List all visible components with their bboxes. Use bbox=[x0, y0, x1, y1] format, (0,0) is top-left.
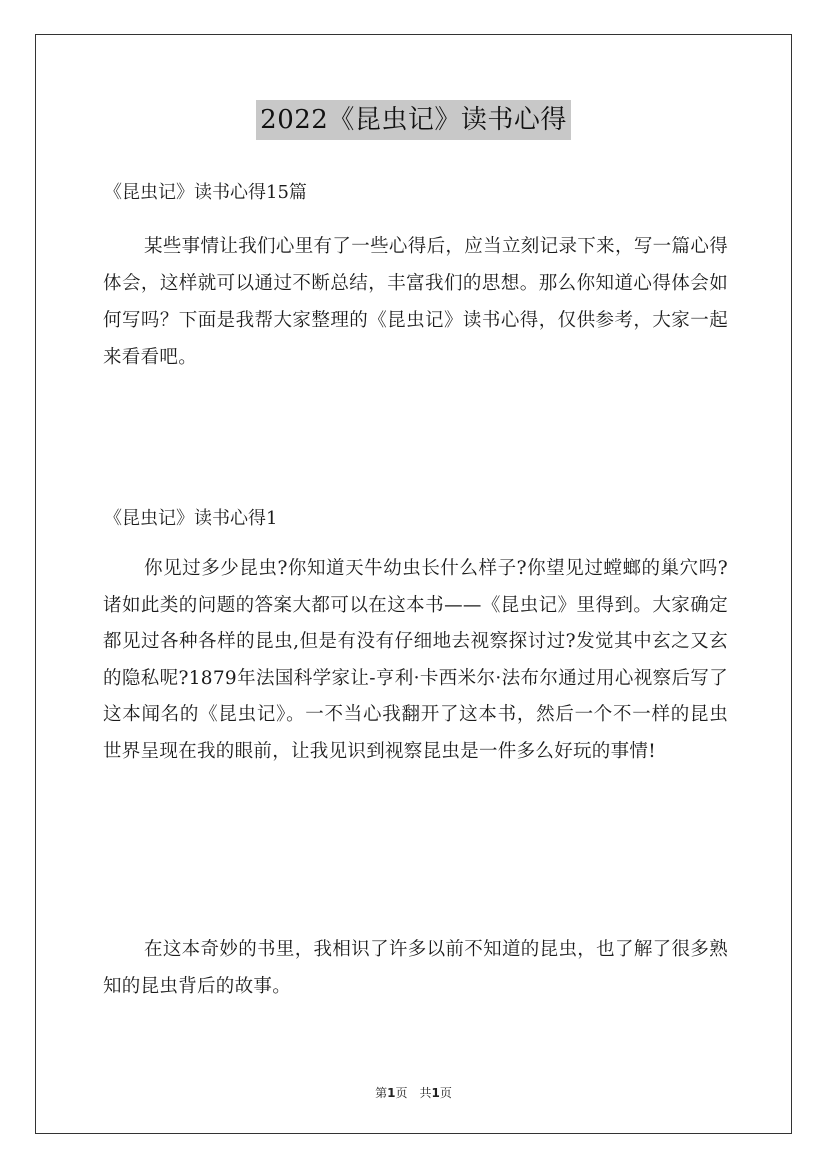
section-heading: 《昆虫记》读书心得1 bbox=[104, 508, 278, 529]
footer-total-pages: 1 bbox=[431, 1086, 440, 1100]
body-paragraph-1: 你见过多少昆虫?你知道天牛幼虫长什么样子?你望见过螳螂的巢穴吗?诸如此类的问题的答案大都可以在这本书——《昆虫记》里得到。大家确定都见过各种各样的昆虫,但是有没有仔细地去视察探讨过?发觉其中玄之又玄的隐私呢?1879年法国科学家让-亨利·卡西米尔·法布尔通过用心视察后写了这本闻名的《昆虫记》。一不当心我翻开了这本书，然后一个不一样的昆虫世界呈现在我的眼前，让我见识到视察昆虫是一件多么好玩的事情! bbox=[103, 558, 728, 762]
document-title: 2022《昆虫记》读书心得 bbox=[256, 100, 571, 140]
document-subtitle: 《昆虫记》读书心得15篇 bbox=[104, 182, 307, 203]
footer-page-prefix: 第 bbox=[375, 1086, 388, 1100]
footer-page-suffix: 页 bbox=[395, 1086, 408, 1100]
body-paragraph-2: 在这本奇妙的书里，我相识了许多以前不知道的昆虫，也了解了很多熟知的昆虫背后的故事。 bbox=[103, 939, 728, 997]
intro-paragraph: 某些事情让我们心里有了一些心得后，应当立刻记录下来，写一篇心得体会，这样就可以通过不断总结，丰富我们的思想。那么你知道心得体会如何写吗？下面是我帮大家整理的《昆虫记》读书心得，仅供参考，大家一起来看看吧。 bbox=[103, 236, 728, 368]
footer-total-prefix: 共 bbox=[419, 1086, 432, 1100]
title-container bbox=[0, 100, 827, 140]
footer-page-number: 1 bbox=[387, 1086, 396, 1100]
footer-total-suffix: 页 bbox=[439, 1086, 452, 1100]
page-footer bbox=[0, 1084, 827, 1101]
